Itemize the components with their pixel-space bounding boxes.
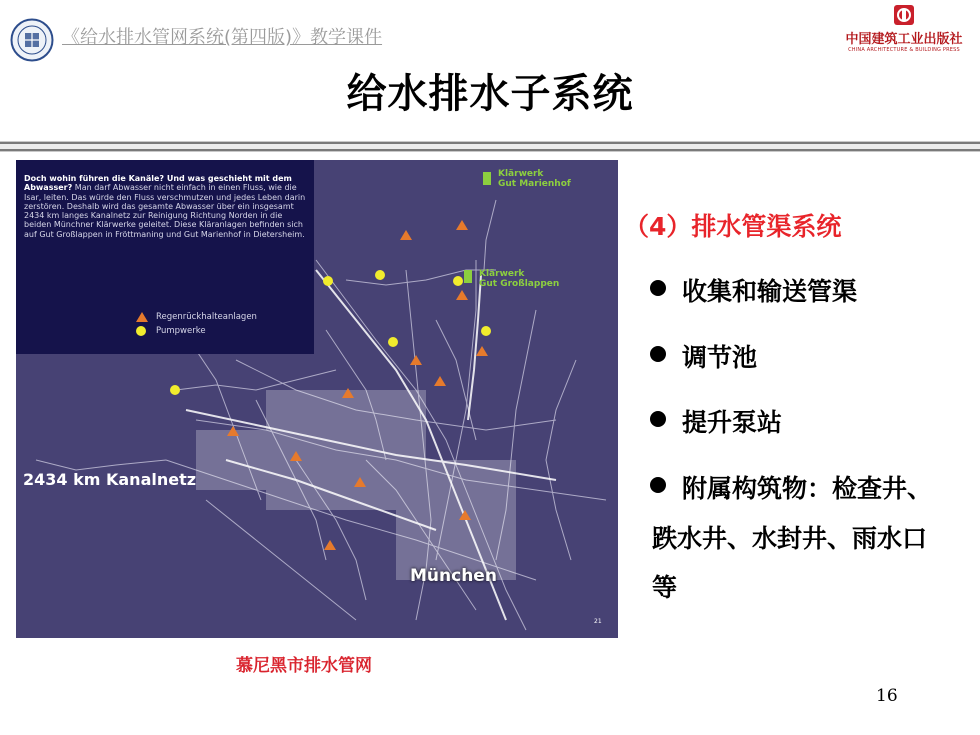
triangle-marker <box>400 230 412 240</box>
map-markers <box>16 160 618 638</box>
triangle-marker <box>324 540 336 550</box>
info-body: Man darf Abwasser nicht einfach in einen Fluss, wie die Isar, leiten. Das würde den Fluss verschmutzen und jedes Leben darin zerstören. Deshalb wird das gesamte Abwasser über ein insgesamt 2434 km langes Kanalnetz zur Reinigung Richtung Norden in die beiden Münchner Klärwerke geleitet. Diese Kläranlagen befinden sich auf Gut Großlappen in Fröttmaning und Gut Marienhof in Dietersheim. <box>24 183 306 239</box>
bullet-dot-icon <box>650 280 666 296</box>
plant-marker <box>464 270 472 283</box>
map-page-number: 21 <box>594 618 602 625</box>
triangle-marker <box>476 346 488 356</box>
triangle-marker <box>456 220 468 230</box>
bullet-item: 收集和输送管渠 <box>652 272 857 308</box>
map-caption: 慕尼黑市排水管网 <box>236 656 372 676</box>
bullet-item: 提升泵站 <box>652 403 782 439</box>
munich-sewer-map <box>16 160 618 638</box>
pump-marker <box>170 385 180 395</box>
plant-label-marienhof: Klärwerk Gut Marienhof <box>498 169 571 189</box>
section-heading: （4）排水管渠系统 <box>624 212 842 241</box>
pump-marker <box>375 270 385 280</box>
triangle-marker <box>290 451 302 461</box>
bullet-continuation: 等 <box>652 573 678 602</box>
course-title: 《给水排水管网系统(第四版)》教学课件 <box>62 27 383 48</box>
bullet-dot-icon <box>650 477 666 493</box>
publisher-mark-icon <box>893 4 915 26</box>
pump-marker <box>453 276 463 286</box>
legend-label: Regenrückhalteanlagen <box>156 312 257 322</box>
city-label: München <box>410 566 497 586</box>
triangle-marker <box>342 388 354 398</box>
publisher-name-en: CHINA ARCHITECTURE & BUILDING PRESS <box>848 47 960 53</box>
pump-marker <box>388 337 398 347</box>
publisher-logo <box>836 4 972 60</box>
bullet-item: 附属构筑物：检查井、 <box>652 469 932 505</box>
triangle-marker <box>227 426 239 436</box>
triangle-marker <box>354 477 366 487</box>
triangle-marker <box>456 290 468 300</box>
bullet-dot-icon <box>650 346 666 362</box>
legend-label: Pumpwerke <box>156 326 206 336</box>
university-seal-logo <box>10 18 54 62</box>
info-title: Doch wohin führen die Kanäle? Und was geschieht mit dem Abwasser? <box>24 174 292 193</box>
triangle-marker <box>410 355 422 365</box>
slide-title: 给水排水子系统 <box>346 71 634 117</box>
bullet-item: 调节池 <box>652 338 757 374</box>
pump-marker <box>481 326 491 336</box>
title-divider <box>0 141 980 152</box>
network-length-label: 2434 km Kanalnetz <box>23 470 197 489</box>
publisher-name-cn: 中国建筑工业出版社 <box>845 32 963 47</box>
bullet-continuation: 跌水井、水封井、雨水口 <box>652 524 928 553</box>
plant-label-grosslappen: Klärwerk Gut Großlappen <box>479 269 560 289</box>
bullet-dot-icon <box>650 411 666 427</box>
triangle-marker <box>434 376 446 386</box>
page-number: 16 <box>876 686 898 706</box>
triangle-marker <box>459 510 471 520</box>
pump-marker <box>323 276 333 286</box>
plant-marker <box>483 172 491 185</box>
